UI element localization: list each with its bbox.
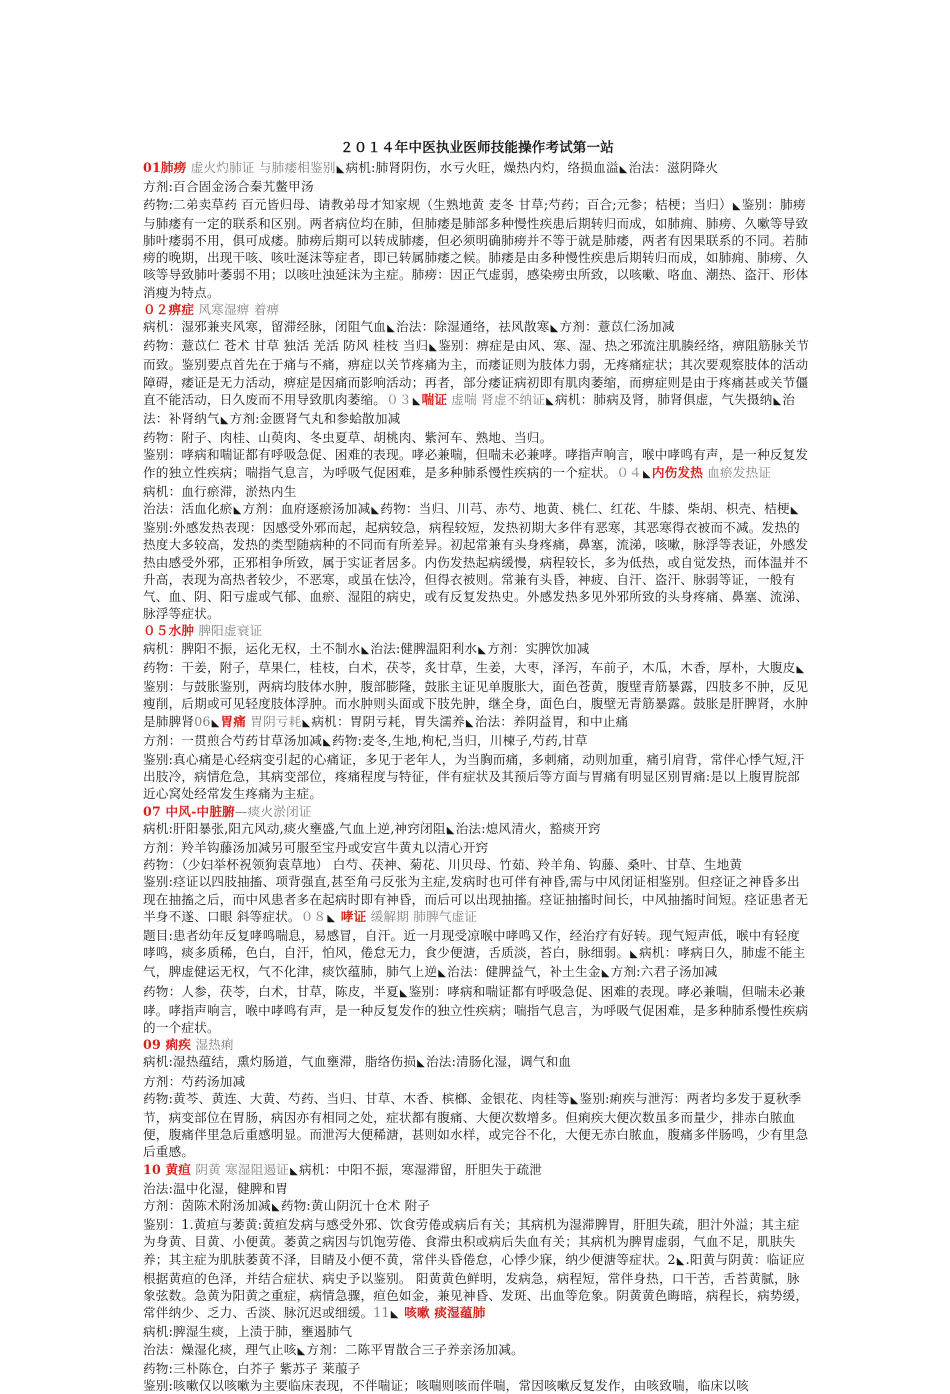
text-paragraph (143, 318, 811, 337)
section-subtitle: 06 (194, 713, 211, 729)
body-text: 治法：养阴益胃，和中止痛 (474, 713, 629, 729)
body-text: 病机：中阳不振，寒湿滞留，肝胆失于疏泄 (298, 1161, 543, 1177)
bullet-marker-icon: ◣ (676, 1255, 685, 1267)
body-text: 治法：燥湿化痰，理气止咳 (143, 1341, 297, 1357)
section-heading: 10 黄疸 (143, 1161, 192, 1177)
bullet-marker-icon: ◣ (302, 717, 311, 729)
body-text: 方剂:百合固金汤合秦艽鳖甲汤 (143, 179, 314, 195)
body-text: 药物：附子、肉桂、山萸肉、冬虫夏草、胡桃肉、紫河车、熟地、当归。 (143, 430, 553, 446)
body-text: 鉴别：痹症是由风、寒、湿、热之邪流注肌腠经络，痹阻筋脉关节而致。鉴别要点首先在于痛与不痛，痹症以关节疼痛为主，而痿证则为肢体力弱，无疼痛症状；其次要观察肢体的活动障碍，痿证是无力活动，痹症是因痛而影响活动；再者，部分痿证病初即有肌肉萎缩，而痹症则是由于疼痛甚或关节僵直不能活动，日久废而不用导致肌肉萎缩。 (143, 338, 810, 407)
body-text: 治法：活血化瘀 (143, 501, 233, 517)
bullet-marker-icon: ◣ (601, 968, 610, 980)
section-subtitle: 血瘀发热证 (703, 464, 772, 480)
body-text: 病机：哮病日久，肺虚不能主气，脾虚健运无权，气不化津，痰饮蕴肺，肺气上逆 (143, 945, 806, 980)
bullet-marker-icon: ◣ (211, 717, 220, 729)
text-paragraph (143, 1323, 811, 1340)
body-text: 题目:患者幼年反复哮鸣喘息，易感冒，自汗。近一月现受凉喉中哮鸣又作，经治疗有好转。现气短声低，喉中有轻度哮鸣，痰多质稀，色白，自汗，怕风，倦怠无力，食少便溏，舌质淡，苔白，脉细弱。 (143, 927, 800, 961)
body-text: 病机:肺肾阴伤，水亏火旺，燥热内灼，络损血溢 (345, 160, 619, 176)
body-text: 治法：除湿通络，祛风散寒 (395, 319, 550, 335)
bullet-marker-icon: ◣ (570, 1094, 579, 1106)
body-text: 鉴别:痉证以四肢抽搐、项背强直,甚至角弓反张为主症,发病时也可伴有神昏,需与中风闭证相鉴别。但痉证之神昏多出现在抽搐之后，而中风患者多在起病时即有神昏，而后可以出现抽搐。痉证抽搐时间长，中风抽搐时间短。痉证患者无半身不遂、口眼 斜等症状。 (143, 874, 809, 924)
text-paragraph (143, 301, 811, 318)
bullet-marker-icon: ◣ (371, 505, 380, 517)
document-page (143, 140, 811, 1394)
text-paragraph (143, 873, 811, 927)
text-paragraph (143, 732, 811, 751)
body-text: 治法:健脾温阳利水 (370, 640, 478, 656)
text-paragraph (143, 178, 811, 195)
bullet-marker-icon: ◣ (336, 164, 345, 176)
body-text: 鉴别：哮病和喘证都有呼吸急促、困难的表现。哮必兼喘，但喘未必兼哮。哮指声响言，喉中哮鸣有声，是一种反复发作的独立性疾病；喘指气息言，为呼吸气促困难，是多种肺系慢性疾病的一个症状。 (143, 983, 809, 1035)
body-text: 鉴别：与鼓胀鉴别，两病均肢体水肿，腹部膨隆，鼓胀主证见单腹胀大，面色苍黄，腹壁青筋暴露，四肢多不肿，反见瘦削，后期或可见轻度肢体浮肿。而水肿则头面或下肢先肿，继全身，面色白，腹壁无青筋暴露。鼓胀是肝脾肾，水肿是肺脾肾 (143, 679, 809, 729)
bullet-marker-icon: ◣ (417, 1058, 426, 1070)
body-text: 药物:二弟卖草药 百元皆归母、请教弟母才知家规（生熟地黄 麦冬 甘草;芍药；百合;元参；桔梗；当归） (143, 196, 732, 212)
body-text: 病机：血行瘀滞，淤热内生 (143, 483, 297, 499)
document-body (143, 159, 811, 1394)
section-subtitle: ０８ (300, 908, 327, 924)
bullet-marker-icon: ◣ (429, 342, 438, 354)
bullet-marker-icon: ◣ (619, 164, 628, 176)
section-heading: 胃痛 (220, 713, 247, 729)
body-text: 鉴别：肺痨与肺痿有一定的联系和区别。两者病位均在肺，但肺痿是肺部多种慢性疾患后期转归而成，如肺痈、肺痨、久嗽等导致肺叶痿弱不用，俱可成痿。肺痨后期可以转成肺痿，但必须明确肺痨并不等于就是肺痿，两者有因果联系的不同。若肺痨的晚期，出现干咳、咳吐涎沫等症者，即已转属肺痿之候。肺痿是由多种慢性疾患后期转归而成，如肺痈、肺痨、久咳等导致肺叶萎弱不用；以咳吐浊延沫为主症。肺痨：因正气虚弱，感染痨虫所致，以咳嗽、咯血、潮热、盗汗、形体消瘦为特点。 (143, 196, 809, 300)
body-text: 鉴别:咳嗽仅以咳嗽为主要临床表现，不伴喘证；咳喘则咳而伴喘，常因咳嗽反复发作，由咳致喘，临床以咳 (143, 1378, 749, 1394)
body-text: 鉴别：1.黄疸与萎黄:黄疸发病与感受外邪、饮食劳倦或病后有关；其病机为湿滞脾胃，肝胆失疏，胆汁外溢；其主症为身黄、目黄、小便黄。萎黄之病因与饥饱劳倦、食滞虫积或病后失血有关；其病机为脾胃虚弱，气血不足，肌肤失养；其主症为肌肤萎黄不泽，目睛及小便不黄，常伴头昏倦怠，心悸少寐，纳少便溏等症状。2 (143, 1217, 800, 1267)
body-text: 病机：肺病及肾，肺肾俱虚，气失摄纳 (555, 391, 773, 407)
body-text: 药物：（少妇举杯祝领狗袁草地） 白芍、茯神、菊花、川贝母、竹茹、羚羊角、钩藤、桑叶、甘草、生地黄 (143, 857, 743, 873)
body-text: 方剂：羚羊钩藤汤加减另可服至宝丹或安宫牛黄丸以清心开窍 (143, 839, 489, 855)
body-text: .阳黄与阴黄：临证应根据黄疸的色泽，并结合症状、病史予以鉴别。 阳黄黄色鲜明，发病急，病程短，常伴身热，口干苦，舌苔黄腻，脉象弦数。急黄为阳黄之重症，病情急骤，疸色如金，兼见神昏、发斑、出血等危象。阴黄黄色晦暗，病程长，病势缓，常伴纳少、乏力、舌淡、脉沉迟或细缓。 (143, 1251, 809, 1321)
bullet-marker-icon: ◣ (478, 644, 487, 656)
bullet-marker-icon: ◣ (630, 949, 639, 961)
bullet-marker-icon: ◣ (465, 717, 474, 729)
section-subtitle: 风寒湿痹 着痹 (194, 301, 280, 317)
body-text: 病机：胃阴亏耗，胃失濡养 (311, 713, 465, 729)
body-text: 方剂:金匮肾气丸和参蛤散加减 (229, 411, 401, 427)
bullet-marker-icon: ◣ (290, 1165, 298, 1177)
body-text: 治法:温中化湿，健脾和胃 (143, 1180, 289, 1196)
body-text: 鉴别:痢疾与泄泻：两者均多发于夏秋季节，病变部位在胃肠，病因亦有相同之处，症状都有腹痛、大便次数增多。但痢疾大便次数虽多而量少，排赤白脓血便，腹痛伴里急后重感明显。而泄泻大便稀溏，甚则如水样，或完谷不化，大便无赤白脓血，腹痛多伴肠鸣，少有里急后重感。 (143, 1090, 809, 1160)
body-text: 方剂：芍药汤加减 (143, 1073, 246, 1089)
text-paragraph (143, 803, 811, 820)
text-paragraph (143, 622, 811, 639)
bullet-marker-icon: ◣ (732, 200, 741, 212)
section-subtitle: 11 (373, 1305, 390, 1321)
body-text: 治法:熄风清火，豁痰开窍 (455, 820, 601, 836)
section-subtitle: 缓解期 肺脾气虚证 (366, 908, 478, 924)
body-text: 药物：人参，茯苓，白术，甘草，陈皮，半夏 (143, 983, 399, 999)
bullet-marker-icon: ◣ (438, 968, 447, 980)
section-subtitle: —痰火淤闭证 (234, 803, 312, 819)
text-paragraph (143, 1073, 811, 1090)
body-text: 病机:肝阳暴张,阳亢风动,痰火壅盛,气血上逆,神窍闭阻 (143, 820, 446, 836)
text-paragraph (143, 483, 811, 500)
bullet-marker-icon: ◣ (446, 824, 455, 836)
body-text: 药物：干姜，附子，草果仁，桂枝，白术，茯苓，炙甘草，生姜，大枣，泽泻，车前子，木瓜，木香，厚朴，大腹皮 (143, 659, 796, 675)
section-heading: 咳嗽 痰湿蕴肺 (399, 1305, 486, 1321)
text-paragraph (143, 640, 811, 659)
bullet-marker-icon: ◣ (390, 1309, 399, 1321)
document-title: ２０１４年中医执业医师技能操作考试第一站 (340, 140, 614, 156)
section-heading: 喘证 (421, 391, 448, 407)
section-subtitle: ０４ (616, 464, 642, 480)
text-paragraph (143, 1377, 811, 1394)
text-paragraph (143, 159, 811, 178)
section-subtitle: 阴黄 寒湿阻遏证 (191, 1161, 290, 1177)
text-paragraph (143, 983, 811, 1037)
body-text: 治法：健脾益气，补土生金 (447, 964, 601, 980)
bullet-marker-icon: ◣ (550, 323, 559, 335)
bullet-marker-icon: ◣ (220, 415, 229, 427)
body-text: 鉴别：哮病和喘证都有呼吸急促、困难的表现。哮必兼喘，但喘未必兼哮。哮指声响言，喉中哮鸣有声，是一种反复发作的独立性疾病；喘指气息言，为呼吸气促困难，是多种肺系慢性疾病的一个症状。 (143, 447, 809, 480)
section-subtitle: 脾阳虚衰证 (194, 623, 263, 639)
text-paragraph (143, 196, 811, 301)
bullet-marker-icon: ◣ (327, 912, 336, 924)
bullet-marker-icon: ◣ (297, 1345, 306, 1357)
body-text: 治法：滋阴降火 (628, 160, 719, 176)
body-text: 病机：湿邪兼夹风寒，留滞经脉，闭阻气血 (143, 319, 387, 335)
body-text: 病机:脾湿生痰，上渍于肺，壅遏肺气 (143, 1324, 353, 1340)
text-paragraph (143, 1053, 811, 1072)
text-paragraph (143, 1161, 811, 1180)
bullet-marker-icon: ◣ (546, 395, 555, 407)
body-text: 方剂：一贯煎合芍药甘草汤加减 (143, 732, 323, 748)
text-paragraph (143, 1360, 811, 1377)
text-paragraph (143, 337, 811, 429)
bullet-marker-icon: ◣ (361, 644, 370, 656)
section-subtitle: 湿热痢 (191, 1037, 234, 1053)
body-text: 鉴别:真心痛是心经病变引起的心痛证，多见于老年人，为当胸而痛，多刺痛，动则加重，痛引肩背，常伴心悸气短,汗出肢冷，病情危急，其病变部位，疼痛程度与特征，伴有症状及其预后等方面与胃痛有明显区别胃痛:是以上腹胃脘部近心窝处经常发生疼痛为主症。 (143, 751, 805, 802)
body-text: 方剂：实脾饮加减 (487, 640, 590, 656)
body-text: 治法：补肾纳气 (143, 391, 796, 427)
section-subtitle: 虚喘 肾虚不纳证 (447, 391, 546, 407)
section-heading: 07 中风-中脏腑 (143, 803, 235, 819)
body-text: 药物:黄芩、黄连、大黄、芍药、当归、甘草、木香、槟榔、金银花、肉桂等 (143, 1090, 570, 1106)
text-paragraph (143, 1341, 811, 1360)
bullet-marker-icon: ◣ (399, 987, 408, 999)
body-text: 病机:湿热蕴结，熏灼肠道，气血壅滞，脂络伤损 (143, 1054, 417, 1070)
section-heading: 01肺痨 (143, 160, 187, 176)
body-text: 方剂：血府逐瘀汤加减 (242, 501, 371, 517)
body-text: 药物:麦冬,生地,枸杞,当归，川楝子,芍药,甘草 (332, 732, 588, 748)
bullet-marker-icon: ◣ (790, 505, 799, 517)
section-subtitle: 胃阴亏耗 (246, 713, 302, 729)
text-paragraph (143, 820, 811, 839)
bullet-marker-icon: ◣ (412, 395, 421, 407)
bullet-marker-icon: ◣ (796, 663, 805, 675)
body-text: 药物：薏苡仁 苍术 甘草 独活 羌活 防风 桂枝 当归 (143, 338, 429, 354)
bullet-marker-icon: ◣ (387, 323, 395, 335)
body-text: 药物:黄山阴沉十仓术 附子 (280, 1197, 431, 1213)
section-heading: ０２痹症 (143, 301, 195, 317)
section-heading: 哮证 (336, 908, 367, 924)
text-paragraph (143, 751, 811, 803)
text-paragraph (143, 856, 811, 873)
text-paragraph (143, 1036, 811, 1053)
text-paragraph (143, 1197, 811, 1216)
bullet-marker-icon: ◣ (233, 505, 242, 517)
text-paragraph (143, 500, 811, 622)
body-text: 方剂：二陈平胃散合三子养亲汤加减。 (306, 1341, 524, 1357)
text-paragraph (143, 1090, 811, 1161)
text-paragraph (143, 839, 811, 856)
text-paragraph (143, 927, 811, 983)
body-text: 治法:清肠化湿，调气和血 (426, 1054, 572, 1070)
bullet-marker-icon: ◣ (323, 736, 332, 748)
section-subtitle: 虚火灼肺证 与肺痿相鉴别 (186, 160, 336, 176)
text-paragraph (143, 1216, 811, 1323)
body-text: 方剂:六君子汤加减 (610, 964, 718, 980)
section-subtitle: ０３ (386, 391, 412, 407)
body-text: 药物:三朴陈仓，白芥子 紫苏子 莱菔子 (143, 1360, 361, 1376)
section-heading: ０５水肿 (143, 623, 195, 639)
text-paragraph (143, 446, 811, 482)
bullet-marker-icon: ◣ (773, 395, 782, 407)
bullet-marker-icon: ◣ (642, 468, 651, 480)
body-text: 鉴别:外感发热表现：因感受外邪而起，起病较急，病程较短，发热初期大多伴有恶寒，其恶寒得衣被而不减。发热的热度大多较高，发热的类型随病种的不同而有所差异。初起常兼有头身疼痛，鼻塞，流涕，咳嗽，脉浮等表证，外感发热由感受外邪，正邪相争所致，属于实证者居多。内伤发热起病缓慢，病程较长，多为低热，或自觉发热，而体温并不升高，表现为高热者较少，不恶寒，或虽在怯冷，但得衣被则。常兼有头昏，神疲、自汗、盗汗、脉弱等证，一般有气、血、阴、阳亏虚或气郁、血瘀、湿阻的病史，或有反复发热史。外感发热多见外邪所致的头身疼痛、鼻塞、流涕、脉浮等症状。 (143, 520, 809, 622)
text-paragraph (143, 429, 811, 446)
section-heading: 09 痢疾 (143, 1037, 192, 1053)
text-paragraph (143, 1180, 811, 1197)
body-text: 方剂：茵陈术附汤加减 (143, 1197, 271, 1213)
text-paragraph (143, 659, 811, 732)
section-heading: 内伤发热 (651, 464, 704, 480)
body-text: 药物：当归、川芎、赤芍、地黄、桃仁、红花、牛膝、柴胡、枳壳、桔梗 (380, 501, 790, 517)
bullet-marker-icon: ◣ (271, 1201, 280, 1213)
body-text: 病机：脾阳不振，运化无权，土不制水 (143, 640, 361, 656)
body-text: 方剂：薏苡仁汤加减 (559, 319, 675, 335)
